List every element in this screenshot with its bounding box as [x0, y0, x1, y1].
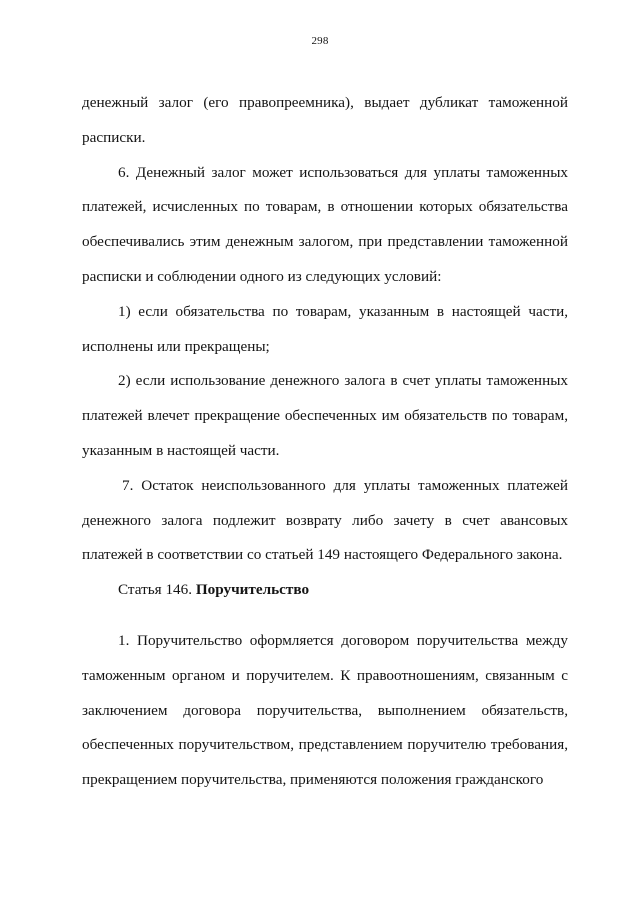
paragraph-continuation: денежный залог (его правопреемника), выдает дубликат таможенной расписки. — [82, 94, 568, 146]
paragraph-6: 6. Денежный залог может использоваться для уплаты таможенных платежей, исчисленных по товарам, в отношении которых обязательства обеспечивались этим денежным залогом, при представлении таможенной расписки и соблюдении одного из следующих условий: — [82, 163, 568, 285]
article-label: Статья 146. — [118, 581, 193, 599]
document-body — [82, 86, 568, 798]
paragraph-6-item-2: 2) если использование денежного залога в счет уплаты таможенных платежей влечет прекращение обеспеченных им обязательств по товарам, указанным в настоящей части. — [82, 372, 568, 459]
article-title: Поручительство — [195, 581, 310, 599]
page-number: 298 — [311, 35, 329, 47]
paragraph-6-item-1: 1) если обязательства по товарам, указанным в настоящей части, исполнены или прекращены; — [82, 302, 568, 355]
article-paragraph-1: 1. Поручительство оформляется договором поручительства между таможенным органом и поручителем. К правоотношениям, связанным с заключением договора поручительства, выполнением обязательств, обеспеченных поручительством, представлением поручителю требования, прекращением поручительства, применяются положения гражданского — [82, 631, 568, 789]
paragraph-7: 7. Остаток неиспользованного для уплаты таможенных платежей денежного залога подлежит возврату либо зачету в счет авансовых платежей в соответствии со статьей 149 настоящего Федерального закона. — [82, 476, 568, 564]
article-heading — [82, 573, 568, 608]
